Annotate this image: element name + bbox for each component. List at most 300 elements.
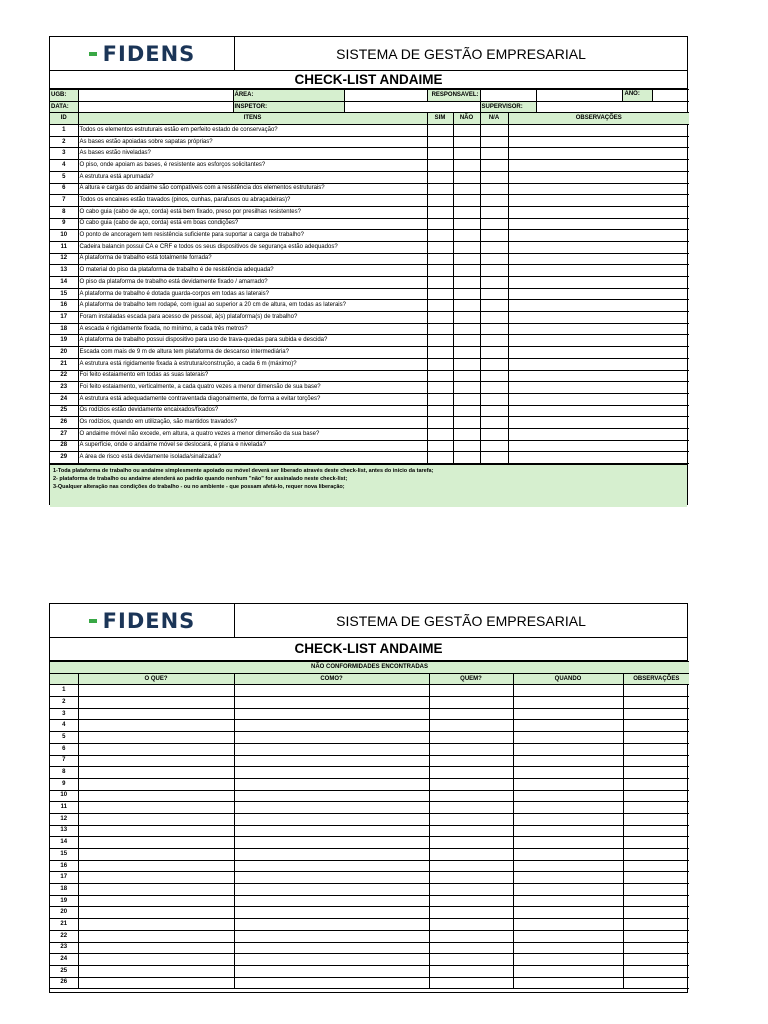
quem-field[interactable] (429, 755, 513, 767)
item-text: A área de risco está devidamente isolada/sinalizada? (78, 452, 427, 464)
na-checkbox[interactable] (480, 358, 508, 370)
o-que-field[interactable] (78, 813, 234, 825)
sim-checkbox[interactable] (427, 253, 453, 265)
observacoes-field[interactable] (623, 697, 689, 709)
na-checkbox[interactable] (480, 241, 508, 253)
na-checkbox[interactable] (480, 206, 508, 218)
como-field[interactable] (234, 755, 429, 767)
observacoes-field[interactable] (623, 685, 689, 697)
nao-checkbox[interactable] (453, 125, 480, 137)
nonconformity-row (50, 802, 689, 814)
observacoes-field[interactable] (623, 907, 689, 919)
item-id: 7 (50, 195, 78, 207)
o-que-field[interactable] (78, 895, 234, 907)
quem-field[interactable] (429, 849, 513, 861)
o-que-field[interactable] (78, 977, 234, 989)
quem-field[interactable] (429, 965, 513, 977)
sim-checkbox[interactable] (427, 382, 453, 394)
quando-field[interactable] (513, 767, 623, 779)
item-text: Os rodízios, quando em utilização, são mantidos travados? (78, 417, 427, 429)
quem-field[interactable] (429, 860, 513, 872)
o-que-field[interactable] (78, 919, 234, 931)
row-number: 17 (50, 872, 78, 884)
observacoes-field[interactable] (508, 428, 689, 440)
observacoes-field[interactable] (623, 708, 689, 720)
item-id: 27 (50, 428, 78, 440)
sim-checkbox[interactable] (427, 347, 453, 359)
nao-checkbox[interactable] (453, 241, 480, 253)
observacoes-field[interactable] (508, 171, 689, 183)
o-que-field[interactable] (78, 790, 234, 802)
sim-checkbox[interactable] (427, 171, 453, 183)
o-que-field[interactable] (78, 778, 234, 790)
quando-field[interactable] (513, 872, 623, 884)
sim-checkbox[interactable] (427, 417, 453, 429)
nonconformity-row (50, 708, 689, 720)
observacoes-field[interactable] (508, 148, 689, 160)
quando-field[interactable] (513, 895, 623, 907)
observacoes-field[interactable] (623, 895, 689, 907)
o-que-field[interactable] (78, 732, 234, 744)
como-field[interactable] (234, 919, 429, 931)
quando-field[interactable] (513, 708, 623, 720)
observacoes-field[interactable] (623, 813, 689, 825)
o-que-field[interactable] (78, 825, 234, 837)
sim-checkbox[interactable] (427, 241, 453, 253)
o-que-field[interactable] (78, 872, 234, 884)
item-id: 24 (50, 393, 78, 405)
item-id: 23 (50, 382, 78, 394)
na-checkbox[interactable] (480, 300, 508, 312)
como-field[interactable] (234, 907, 429, 919)
quando-field[interactable] (513, 977, 623, 989)
quando-field[interactable] (513, 697, 623, 709)
logo-text: FIDENS (102, 41, 196, 66)
na-checkbox[interactable] (480, 253, 508, 265)
sim-checkbox[interactable] (427, 370, 453, 382)
quando-field[interactable] (513, 825, 623, 837)
sim-checkbox[interactable] (427, 148, 453, 160)
item-text: O piso, onde apoiam as bases, é resistente aos esforços solicitantes? (78, 160, 427, 172)
observacoes-field[interactable] (508, 440, 689, 452)
observacoes-field[interactable] (623, 790, 689, 802)
observacoes-field[interactable] (623, 884, 689, 896)
na-checkbox[interactable] (480, 277, 508, 289)
sim-checkbox[interactable] (427, 277, 453, 289)
row-number: 14 (50, 837, 78, 849)
observacoes-field[interactable] (623, 930, 689, 942)
observacoes-field[interactable] (623, 743, 689, 755)
sim-checkbox[interactable] (427, 265, 453, 277)
como-field[interactable] (234, 930, 429, 942)
quem-field[interactable] (429, 942, 513, 954)
na-checkbox[interactable] (480, 335, 508, 347)
quem-field[interactable] (429, 685, 513, 697)
sim-checkbox[interactable] (427, 300, 453, 312)
como-field[interactable] (234, 708, 429, 720)
o-que-field[interactable] (78, 907, 234, 919)
o-que-field[interactable] (78, 697, 234, 709)
col-na: N/A (480, 113, 508, 125)
como-field[interactable] (234, 825, 429, 837)
nonconformity-row (50, 930, 689, 942)
observacoes-field[interactable] (623, 778, 689, 790)
o-que-field[interactable] (78, 802, 234, 814)
quando-field[interactable] (513, 813, 623, 825)
como-field[interactable] (234, 813, 429, 825)
como-field[interactable] (234, 965, 429, 977)
sim-checkbox[interactable] (427, 206, 453, 218)
quem-field[interactable] (429, 930, 513, 942)
observacoes-field[interactable] (508, 405, 689, 417)
sim-checkbox[interactable] (427, 125, 453, 137)
area-field[interactable] (344, 90, 427, 102)
como-field[interactable] (234, 954, 429, 966)
item-text: O material do piso da plataforma de trabalho é de resistência adequada? (78, 265, 427, 277)
observacoes-field[interactable] (508, 277, 689, 289)
nao-checkbox[interactable] (453, 136, 480, 148)
nao-checkbox[interactable] (453, 405, 480, 417)
nao-checkbox[interactable] (453, 358, 480, 370)
observacoes-field[interactable] (623, 837, 689, 849)
observacoes-field[interactable] (623, 767, 689, 779)
nonconformity-row (50, 919, 689, 931)
quando-field[interactable] (513, 849, 623, 861)
nao-checkbox[interactable] (453, 288, 480, 300)
quando-field[interactable] (513, 790, 623, 802)
quem-field[interactable] (429, 895, 513, 907)
nao-checkbox[interactable] (453, 253, 480, 265)
sim-checkbox[interactable] (427, 358, 453, 370)
nao-checkbox[interactable] (453, 265, 480, 277)
item-text: Foi feito estaiamento, verticalmente, a cada quatro vezes a menor dimensão de sua base? (78, 382, 427, 394)
quem-field[interactable] (429, 872, 513, 884)
como-field[interactable] (234, 942, 429, 954)
observacoes-field[interactable] (508, 382, 689, 394)
item-text: O andaime móvel não excede, em altura, a quatro vezes a menor dimensão da sua base? (78, 428, 427, 440)
col-id: ID (50, 113, 78, 125)
checklist-row (50, 183, 689, 195)
como-field[interactable] (234, 860, 429, 872)
quando-field[interactable] (513, 907, 623, 919)
sim-checkbox[interactable] (427, 288, 453, 300)
sim-checkbox[interactable] (427, 136, 453, 148)
o-que-field[interactable] (78, 685, 234, 697)
observacoes-field[interactable] (508, 230, 689, 242)
observacoes-field[interactable] (508, 265, 689, 277)
observacoes-field[interactable] (508, 393, 689, 405)
observacoes-field[interactable] (508, 160, 689, 172)
nao-checkbox[interactable] (453, 148, 480, 160)
na-checkbox[interactable] (480, 265, 508, 277)
item-text: A escada é rigidamente fixada, no mínimo, a cada três metros? (78, 323, 427, 335)
observacoes-field[interactable] (508, 417, 689, 429)
quem-field[interactable] (429, 790, 513, 802)
quem-field[interactable] (429, 907, 513, 919)
row-number: 9 (50, 778, 78, 790)
o-que-field[interactable] (78, 743, 234, 755)
observacoes-field[interactable] (508, 370, 689, 382)
nonconformity-row (50, 720, 689, 732)
quem-field[interactable] (429, 778, 513, 790)
observacoes-field[interactable] (508, 300, 689, 312)
nao-checkbox[interactable] (453, 183, 480, 195)
quando-field[interactable] (513, 743, 623, 755)
nonconformity-rows (50, 685, 689, 989)
na-checkbox[interactable] (480, 393, 508, 405)
observacoes-field[interactable] (623, 802, 689, 814)
observacoes-field[interactable] (508, 335, 689, 347)
quem-field[interactable] (429, 743, 513, 755)
sim-checkbox[interactable] (427, 195, 453, 207)
observacoes-field[interactable] (623, 942, 689, 954)
observacoes-field[interactable] (508, 347, 689, 359)
o-que-field[interactable] (78, 954, 234, 966)
o-que-field[interactable] (78, 965, 234, 977)
nao-checkbox[interactable] (453, 393, 480, 405)
observacoes-field[interactable] (623, 825, 689, 837)
observacoes-field[interactable] (508, 312, 689, 324)
item-id: 5 (50, 171, 78, 183)
quando-field[interactable] (513, 930, 623, 942)
o-que-field[interactable] (78, 860, 234, 872)
observacoes-field[interactable] (508, 218, 689, 230)
sim-checkbox[interactable] (427, 452, 453, 464)
quem-field[interactable] (429, 708, 513, 720)
observacoes-field[interactable] (623, 849, 689, 861)
observacoes-field[interactable] (508, 183, 689, 195)
como-field[interactable] (234, 685, 429, 697)
o-que-field[interactable] (78, 837, 234, 849)
o-que-field[interactable] (78, 942, 234, 954)
observacoes-field[interactable] (623, 919, 689, 931)
o-que-field[interactable] (78, 849, 234, 861)
quando-field[interactable] (513, 778, 623, 790)
quando-field[interactable] (513, 720, 623, 732)
como-field[interactable] (234, 837, 429, 849)
sim-checkbox[interactable] (427, 428, 453, 440)
quando-field[interactable] (513, 732, 623, 744)
na-checkbox[interactable] (480, 183, 508, 195)
row-number: 2 (50, 697, 78, 709)
na-checkbox[interactable] (480, 218, 508, 230)
quando-field[interactable] (513, 755, 623, 767)
como-field[interactable] (234, 790, 429, 802)
observacoes-field[interactable] (508, 136, 689, 148)
quando-field[interactable] (513, 802, 623, 814)
inspetor-field[interactable] (344, 101, 480, 113)
observacoes-field[interactable] (623, 965, 689, 977)
como-field[interactable] (234, 884, 429, 896)
quem-field[interactable] (429, 720, 513, 732)
quem-field[interactable] (429, 802, 513, 814)
como-field[interactable] (234, 697, 429, 709)
nao-checkbox[interactable] (453, 277, 480, 289)
como-field[interactable] (234, 895, 429, 907)
o-que-field[interactable] (78, 767, 234, 779)
quando-field[interactable] (513, 837, 623, 849)
observacoes-field[interactable] (508, 323, 689, 335)
como-field[interactable] (234, 872, 429, 884)
item-text: Escada com mais de 9 m de altura tem plataforma de descanso intermediária? (78, 347, 427, 359)
supervisor-field[interactable] (536, 101, 689, 113)
o-que-field[interactable] (78, 720, 234, 732)
quem-field[interactable] (429, 954, 513, 966)
nonconformity-row (50, 697, 689, 709)
na-checkbox[interactable] (480, 428, 508, 440)
na-checkbox[interactable] (480, 171, 508, 183)
quem-field[interactable] (429, 884, 513, 896)
observacoes-field[interactable] (508, 452, 689, 464)
nao-checkbox[interactable] (453, 206, 480, 218)
data-field[interactable] (78, 101, 233, 113)
item-text: As bases estão apoiadas sobre sapatas próprias? (78, 136, 427, 148)
quem-field[interactable] (429, 697, 513, 709)
na-checkbox[interactable] (480, 230, 508, 242)
row-number: 25 (50, 965, 78, 977)
sim-checkbox[interactable] (427, 183, 453, 195)
quando-field[interactable] (513, 860, 623, 872)
o-que-field[interactable] (78, 930, 234, 942)
observacoes-field[interactable] (623, 977, 689, 989)
sim-checkbox[interactable] (427, 230, 453, 242)
nao-checkbox[interactable] (453, 312, 480, 324)
quando-field[interactable] (513, 954, 623, 966)
sim-checkbox[interactable] (427, 393, 453, 405)
checklist-row (50, 136, 689, 148)
item-text: A plataforma de trabalho é dotada guarda-corpos em todas as laterais? (78, 288, 427, 300)
nao-checkbox[interactable] (453, 171, 480, 183)
nao-checkbox[interactable] (453, 417, 480, 429)
responsavel-field[interactable] (480, 90, 536, 102)
nao-checkbox[interactable] (453, 335, 480, 347)
quando-field[interactable] (513, 942, 623, 954)
na-checkbox[interactable] (480, 370, 508, 382)
quem-field[interactable] (429, 732, 513, 744)
quando-field[interactable] (513, 884, 623, 896)
na-checkbox[interactable] (480, 312, 508, 324)
observacoes-field[interactable] (508, 253, 689, 265)
como-field[interactable] (234, 720, 429, 732)
na-checkbox[interactable] (480, 382, 508, 394)
quem-field[interactable] (429, 837, 513, 849)
na-checkbox[interactable] (480, 160, 508, 172)
sim-checkbox[interactable] (427, 160, 453, 172)
na-checkbox[interactable] (480, 405, 508, 417)
col-como: COMO? (234, 673, 429, 685)
ano-field[interactable] (653, 90, 690, 101)
sim-checkbox[interactable] (427, 405, 453, 417)
checklist-row (50, 265, 689, 277)
item-text: A plataforma de trabalho tem rodapé, com igual ao superior a 20 cm de altura, em todas as laterais? (78, 300, 427, 312)
nao-checkbox[interactable] (453, 218, 480, 230)
quando-field[interactable] (513, 919, 623, 931)
quando-field[interactable] (513, 965, 623, 977)
logo-mark-icon (89, 619, 97, 623)
nao-checkbox[interactable] (453, 160, 480, 172)
observacoes-field[interactable] (508, 206, 689, 218)
observacoes-field[interactable] (623, 732, 689, 744)
como-field[interactable] (234, 743, 429, 755)
quem-field[interactable] (429, 767, 513, 779)
como-field[interactable] (234, 732, 429, 744)
item-id: 3 (50, 148, 78, 160)
nonconformities-table (50, 661, 689, 989)
col-itens: ITENS (78, 113, 427, 125)
observacoes-field[interactable] (508, 125, 689, 137)
nao-checkbox[interactable] (453, 323, 480, 335)
quem-field[interactable] (429, 813, 513, 825)
o-que-field[interactable] (78, 755, 234, 767)
na-checkbox[interactable] (480, 452, 508, 464)
nao-checkbox[interactable] (453, 347, 480, 359)
nao-checkbox[interactable] (453, 452, 480, 464)
na-checkbox[interactable] (480, 125, 508, 137)
system-title: SISTEMA DE GESTÃO EMPRESARIAL (336, 45, 586, 62)
observacoes-field[interactable] (508, 195, 689, 207)
sim-checkbox[interactable] (427, 335, 453, 347)
quem-field[interactable] (429, 825, 513, 837)
nao-checkbox[interactable] (453, 230, 480, 242)
o-que-field[interactable] (78, 884, 234, 896)
observacoes-field[interactable] (623, 872, 689, 884)
sim-checkbox[interactable] (427, 312, 453, 324)
quem-field[interactable] (429, 977, 513, 989)
sim-checkbox[interactable] (427, 440, 453, 452)
como-field[interactable] (234, 778, 429, 790)
sim-checkbox[interactable] (427, 218, 453, 230)
como-field[interactable] (234, 802, 429, 814)
observacoes-field[interactable] (508, 241, 689, 253)
na-checkbox[interactable] (480, 323, 508, 335)
checklist-row (50, 370, 689, 382)
como-field[interactable] (234, 977, 429, 989)
nao-checkbox[interactable] (453, 440, 480, 452)
sim-checkbox[interactable] (427, 323, 453, 335)
na-checkbox[interactable] (480, 347, 508, 359)
na-checkbox[interactable] (480, 148, 508, 160)
nao-checkbox[interactable] (453, 370, 480, 382)
ugb-field[interactable] (78, 90, 233, 102)
checklist-row (50, 300, 689, 312)
como-field[interactable] (234, 767, 429, 779)
como-field[interactable] (234, 849, 429, 861)
nao-checkbox[interactable] (453, 428, 480, 440)
nao-checkbox[interactable] (453, 195, 480, 207)
row-number: 4 (50, 720, 78, 732)
o-que-field[interactable] (78, 708, 234, 720)
quem-field[interactable] (429, 919, 513, 931)
item-text: Todos os encaixes estão travados (pinos, cunhas, parafusos ou abraçadeiras)? (78, 195, 427, 207)
item-text: O cabo guia (cabo de aço, corda) está em boas condições? (78, 218, 427, 230)
na-checkbox[interactable] (480, 195, 508, 207)
observacoes-field[interactable] (508, 358, 689, 370)
observacoes-field[interactable] (623, 860, 689, 872)
na-checkbox[interactable] (480, 417, 508, 429)
na-checkbox[interactable] (480, 288, 508, 300)
observacoes-field[interactable] (508, 288, 689, 300)
observacoes-field[interactable] (623, 954, 689, 966)
nao-checkbox[interactable] (453, 300, 480, 312)
observacoes-field[interactable] (623, 755, 689, 767)
nao-checkbox[interactable] (453, 382, 480, 394)
quando-field[interactable] (513, 685, 623, 697)
item-id: 15 (50, 288, 78, 300)
na-checkbox[interactable] (480, 136, 508, 148)
observacoes-field[interactable] (623, 720, 689, 732)
na-checkbox[interactable] (480, 440, 508, 452)
row-number: 5 (50, 732, 78, 744)
